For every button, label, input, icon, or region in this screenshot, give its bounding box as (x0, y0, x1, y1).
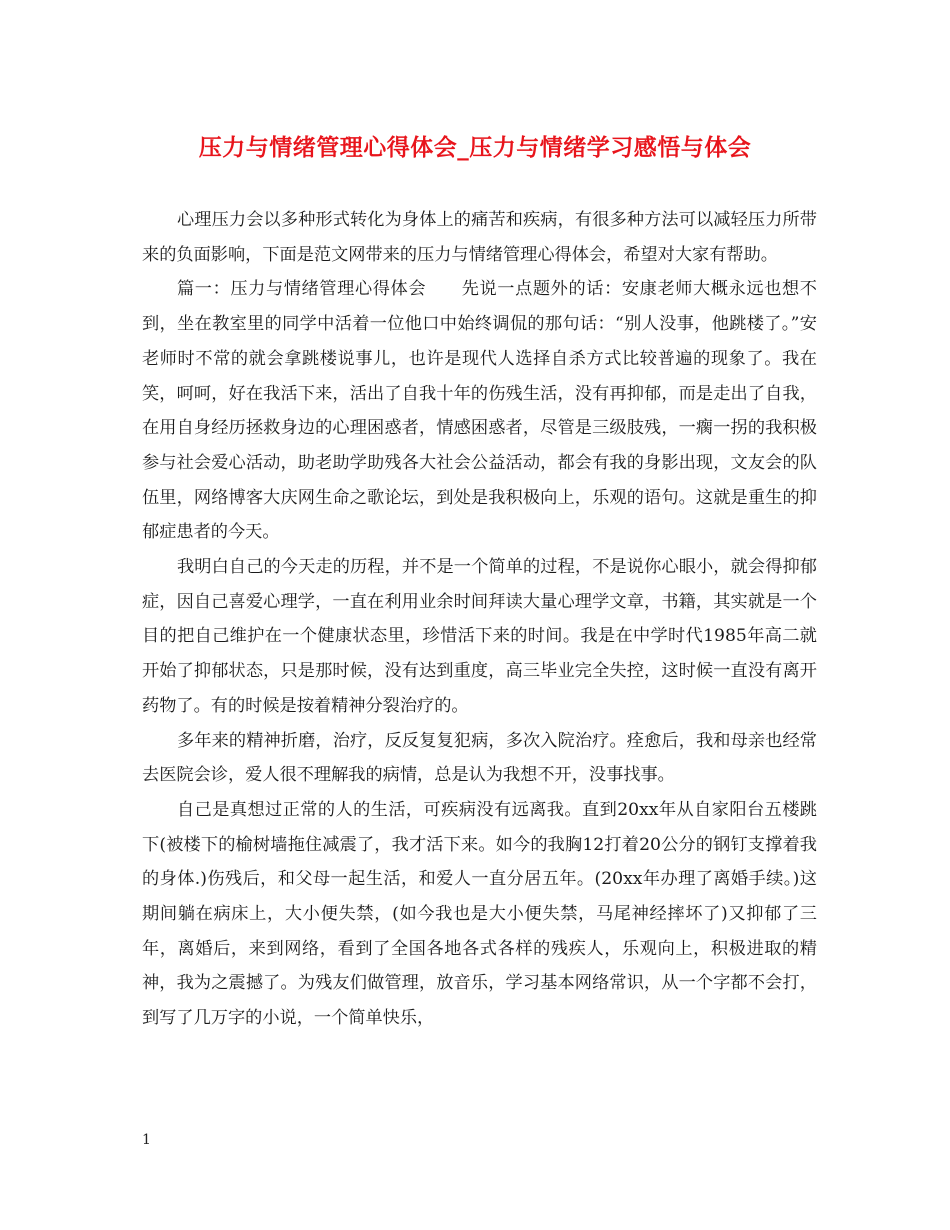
paragraph-treatment: 多年来的精神折磨，治疗，反反复复犯病，多次入院治疗。痊愈后，我和母亲也经常去医院会诊，爱人很不理解我的病情，总是认为我想不开，没事找事。 (142, 730, 817, 786)
paragraph-recovery: 自己是真想过正常的人的生活，可疾病没有远离我。直到20xx年从自家阳台五楼跳下(被楼下的榆树墙拖住减震了，我才活下来。如今的我胸12打着20公分的钢钉支撑着我的身体.)伤残后，和父母一起生活，和爱人一直分居五年。(20xx年办理了离婚手续。)这期间躺在病床上，大小便失禁，(如今我也是大小便失禁，马尾神经摔坏了)又抑郁了三年，离婚后，来到网络，看到了全国各地各式各样的残疾人，乐观向上，积极进取的精神，我为之震撼了。为残友们做管理，放音乐，学习基本网络常识，从一个字都不会打，到写了几万字的小说，一个简单快乐， (142, 799, 817, 1029)
paragraph-history: 我明白自己的今天走的历程，并不是一个简单的过程，不是说你心眼小，就会得抑郁症，因自己喜爱心理学，一直在利用业余时间拜读大量心理学文章，书籍，其实就是一个目的把自己维护在一个健康状态里，珍惜活下来的时间。我是在中学时代1985年高二就开始了抑郁状态，只是那时候，没有达到重度，高三毕业完全失控，这时候一直没有离开药物了。有的时候是按着精神分裂治疗的。 (142, 557, 817, 716)
paragraph-intro: 心理压力会以多种形式转化为身体上的痛苦和疾病，有很多种方法可以减轻压力所带来的负面影响，下面是范文网带来的压力与情绪管理心得体会，希望对大家有帮助。 (142, 210, 817, 265)
page-number: 1 (142, 1132, 151, 1148)
document-title: 压力与情绪管理心得体会_压力与情绪学习感悟与体会 (198, 134, 752, 161)
document-body (142, 203, 817, 1036)
paragraph-part-one: 篇一：压力与情绪管理心得体会 先说一点题外的话：安康老师大概永远也想不到，坐在教室里的同学中活着一位他口中始终调侃的那句话：“别人没事，他跳楼了。”安老师时不常的就会拿跳楼说事儿，也许是现代人选择自杀方式比较普遍的现象了。我在笑，呵呵，好在我活下来，活出了自我十年的伤残生活，没有再抑郁，而是走出了自我，在用自身经历拯救身边的心理困惑者，情感困惑者，尽管是三级肢残，一瘸一拐的我积极参与社会爱心活动，助老助学助残各大社会公益活动，都会有我的身影出现，文友会的队伍里，网络博客大庆网生命之歌论坛，到处是我积极向上，乐观的语句。这就是重生的抑郁症患者的今天。 (142, 279, 817, 543)
